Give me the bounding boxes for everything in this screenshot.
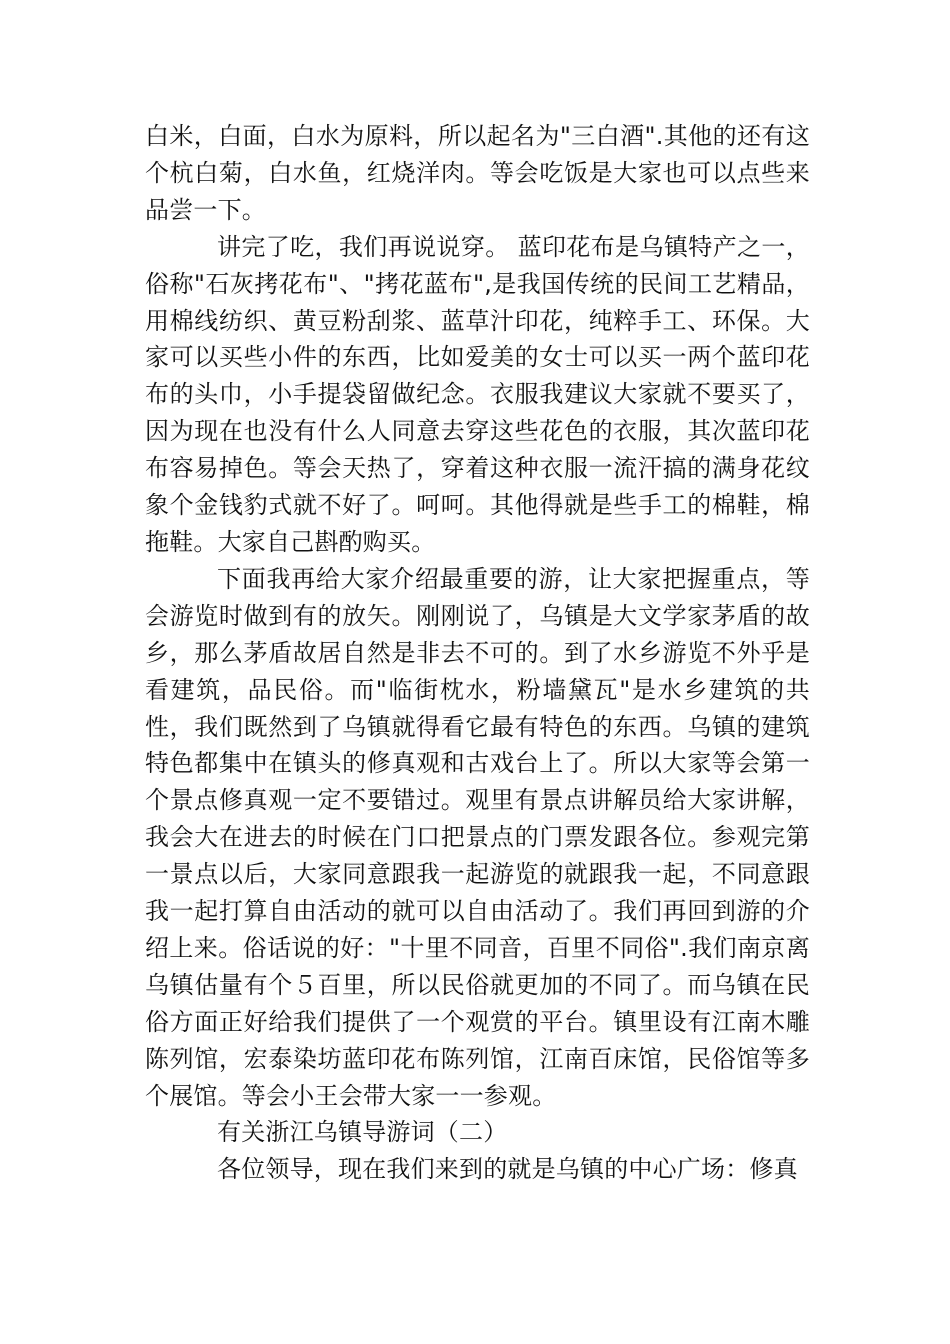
- document-body: [145, 118, 810, 1188]
- paragraph-sightseeing: 下面我再给大家介绍最重要的游，让大家把握重点，等会游览时做到有的放矢。刚刚说了，乌镇是大文学家茅盾的故乡，那么茅盾故居自然是非去不可的。到了水乡游览不外乎是看建筑，品民俗。而"临街枕水，粉墙黛瓦"是水乡建筑的共性，我们既然到了乌镇就得看它最有特色的东西。乌镇的建筑特色都集中在镇头的修真观和古戏台上了。所以大家等会第一个景点修真观一定不要错过。观里有景点讲解员给大家讲解，我会大在进去的时候在门口把景点的门票发跟各位。参观完第一景点以后，大家同意跟我一起游览的就跟我一起，不同意跟我一起打算自由活动的就可以自由活动了。我们再回到游的介绍上来。俗话说的好："十里不同音，百里不同俗".我们南京离乌镇估量有个５百里，所以民俗就更加的不同了。而乌镇在民俗方面正好给我们提供了一个观赏的平台。镇里设有江南木雕陈列馆，宏泰染坊蓝印花布陈列馆，江南百床馆，民俗馆等多个展馆。等会小王会带大家一一参观。: [145, 564, 810, 1110]
- section-heading: 有关浙江乌镇导游词（二）: [217, 1118, 508, 1147]
- paragraph-clothing: 讲完了吃，我们再说说穿。 蓝印花布是乌镇特产之一，俗称"石灰拷花布"、"拷花蓝布",是我国传统的民间工艺精品，用棉线纺织、黄豆粉刮浆、蓝草汁印花，纯粹手工、环保。大家可以买些小件的东西，比如爱美的女士可以买一两个蓝印花布的头巾，小手提袋留做纪念。衣服我建议大家就不要买了，因为现在也没有什么人同意去穿这些花色的衣服，其次蓝印花布容易掉色。等会天热了，穿着这种衣服一流汗搞的满身花纹象个金钱豹式就不好了。呵呵。其他得就是些手工的棉鞋，棉拖鞋。大家自己斟酌购买。: [145, 232, 810, 556]
- paragraph-sanbai-wine: 白米，白面，白水为原料，所以起名为"三白酒".其他的还有这个杭白菊，白水鱼，红烧洋肉。等会吃饭是大家也可以点些来品尝一下。: [145, 122, 810, 224]
- paragraph-central-square: 各位领导，现在我们来到的就是乌镇的中心广场：修真: [217, 1155, 798, 1184]
